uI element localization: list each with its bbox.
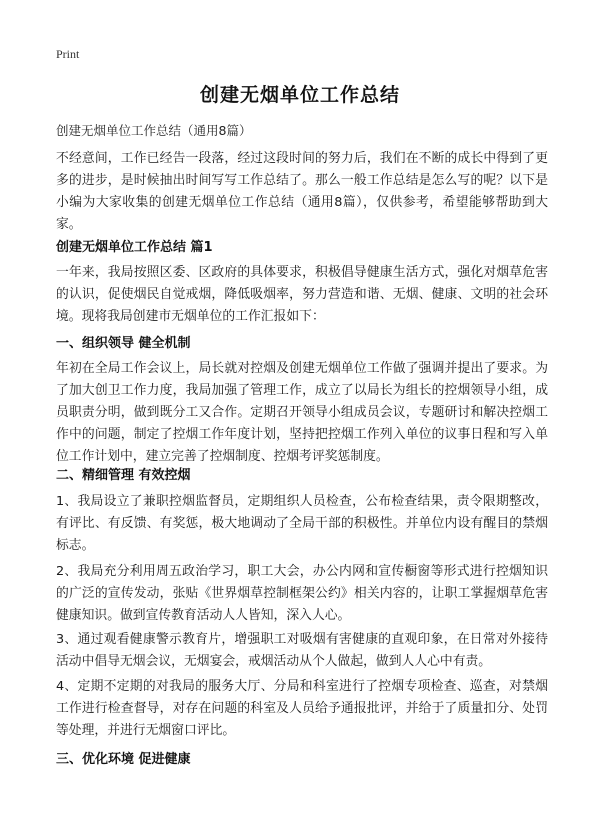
section-1-paragraph: 年初在全局工作会议上，局长就对控烟及创建无烟单位工作做了强调并提出了要求。为了加大创卫工作力度，我局加强了管理工作，成立了以局长为组长的控烟领导小组，成员职责分明，做到既分工又合作。定期召开领导小组成员会议，专题研讨和解决控烟工作中的问题，制定了控烟工作年度计划，坚持把控烟工作列入单位的议事日程和写入单位工作计划中，建立完善了控烟制度、控烟考评奖惩制度。 — [56, 361, 548, 464]
section-2-paragraph-2: 2、我局充分利用周五政治学习，职工大会，办公内网和宣传橱窗等形式进行控烟知识的广泛的宣传发动，张贴《世界烟草控制框架公约》相关内容的，让职工掌握烟草危害健康知识。做到宣传教育活动人人皆知，深入人心。 — [56, 564, 548, 623]
lead-paragraph: 一年来，我局按照区委、区政府的具体要求，积极倡导健康生活方式，强化对烟草危害的认识，促使烟民自觉戒烟，降低吸烟率，努力营造和谐、无烟、健康、文明的社会环境。现将我局创建市无烟单位的工作汇报如下： — [56, 265, 548, 324]
section-2-paragraph-1: 1、我局设立了兼职控烟监督员，定期组织人员检查，公布检查结果，责令限期整改，有评比、有反馈、有奖惩，极大地调动了全局干部的积极性。并单位内设有醒目的禁烟标志。 — [56, 494, 548, 553]
section-2-paragraph-4: 4、定期不定期的对我局的服务大厅、分局和科室进行了控烟专项检查、巡查，对禁烟工作进行检查督导，对存在问题的科室及人员给予通报批评，并给于了质量扣分、处罚等处理，并进行无烟窗口评比。 — [56, 679, 548, 738]
section-2-paragraph-3: 3、通过观看健康警示教育片，增强职工对吸烟有害健康的直观印象，在日常对外接待活动中倡导无烟会议，无烟宴会，戒烟活动从个人做起，做到人人心中有责。 — [56, 632, 548, 669]
print-label: Print — [56, 47, 80, 61]
section-heading-2: 二、精细管理 有效控烟 — [56, 468, 191, 483]
document-subtitle: 创建无烟单位工作总结（通用8篇） — [56, 123, 252, 138]
section-heading-3: 三、优化环境 促进健康 — [56, 752, 191, 767]
article-title: 创建无烟单位工作总结 篇1 — [56, 240, 213, 255]
section-heading-1: 一、组织领导 健全机制 — [56, 336, 191, 351]
page-title: 创建无烟单位工作总结 — [199, 84, 400, 106]
intro-paragraph: 不经意间，工作已经告一段落，经过这段时间的努力后，我们在不断的成长中得到了更多的进步，是时候抽出时间写写工作总结了。那么一般工作总结是怎么写的呢？以下是小编为大家收集的创建无烟单位工作总结（通用8篇），仅供参考，希望能够帮助到大家。 — [56, 151, 548, 232]
